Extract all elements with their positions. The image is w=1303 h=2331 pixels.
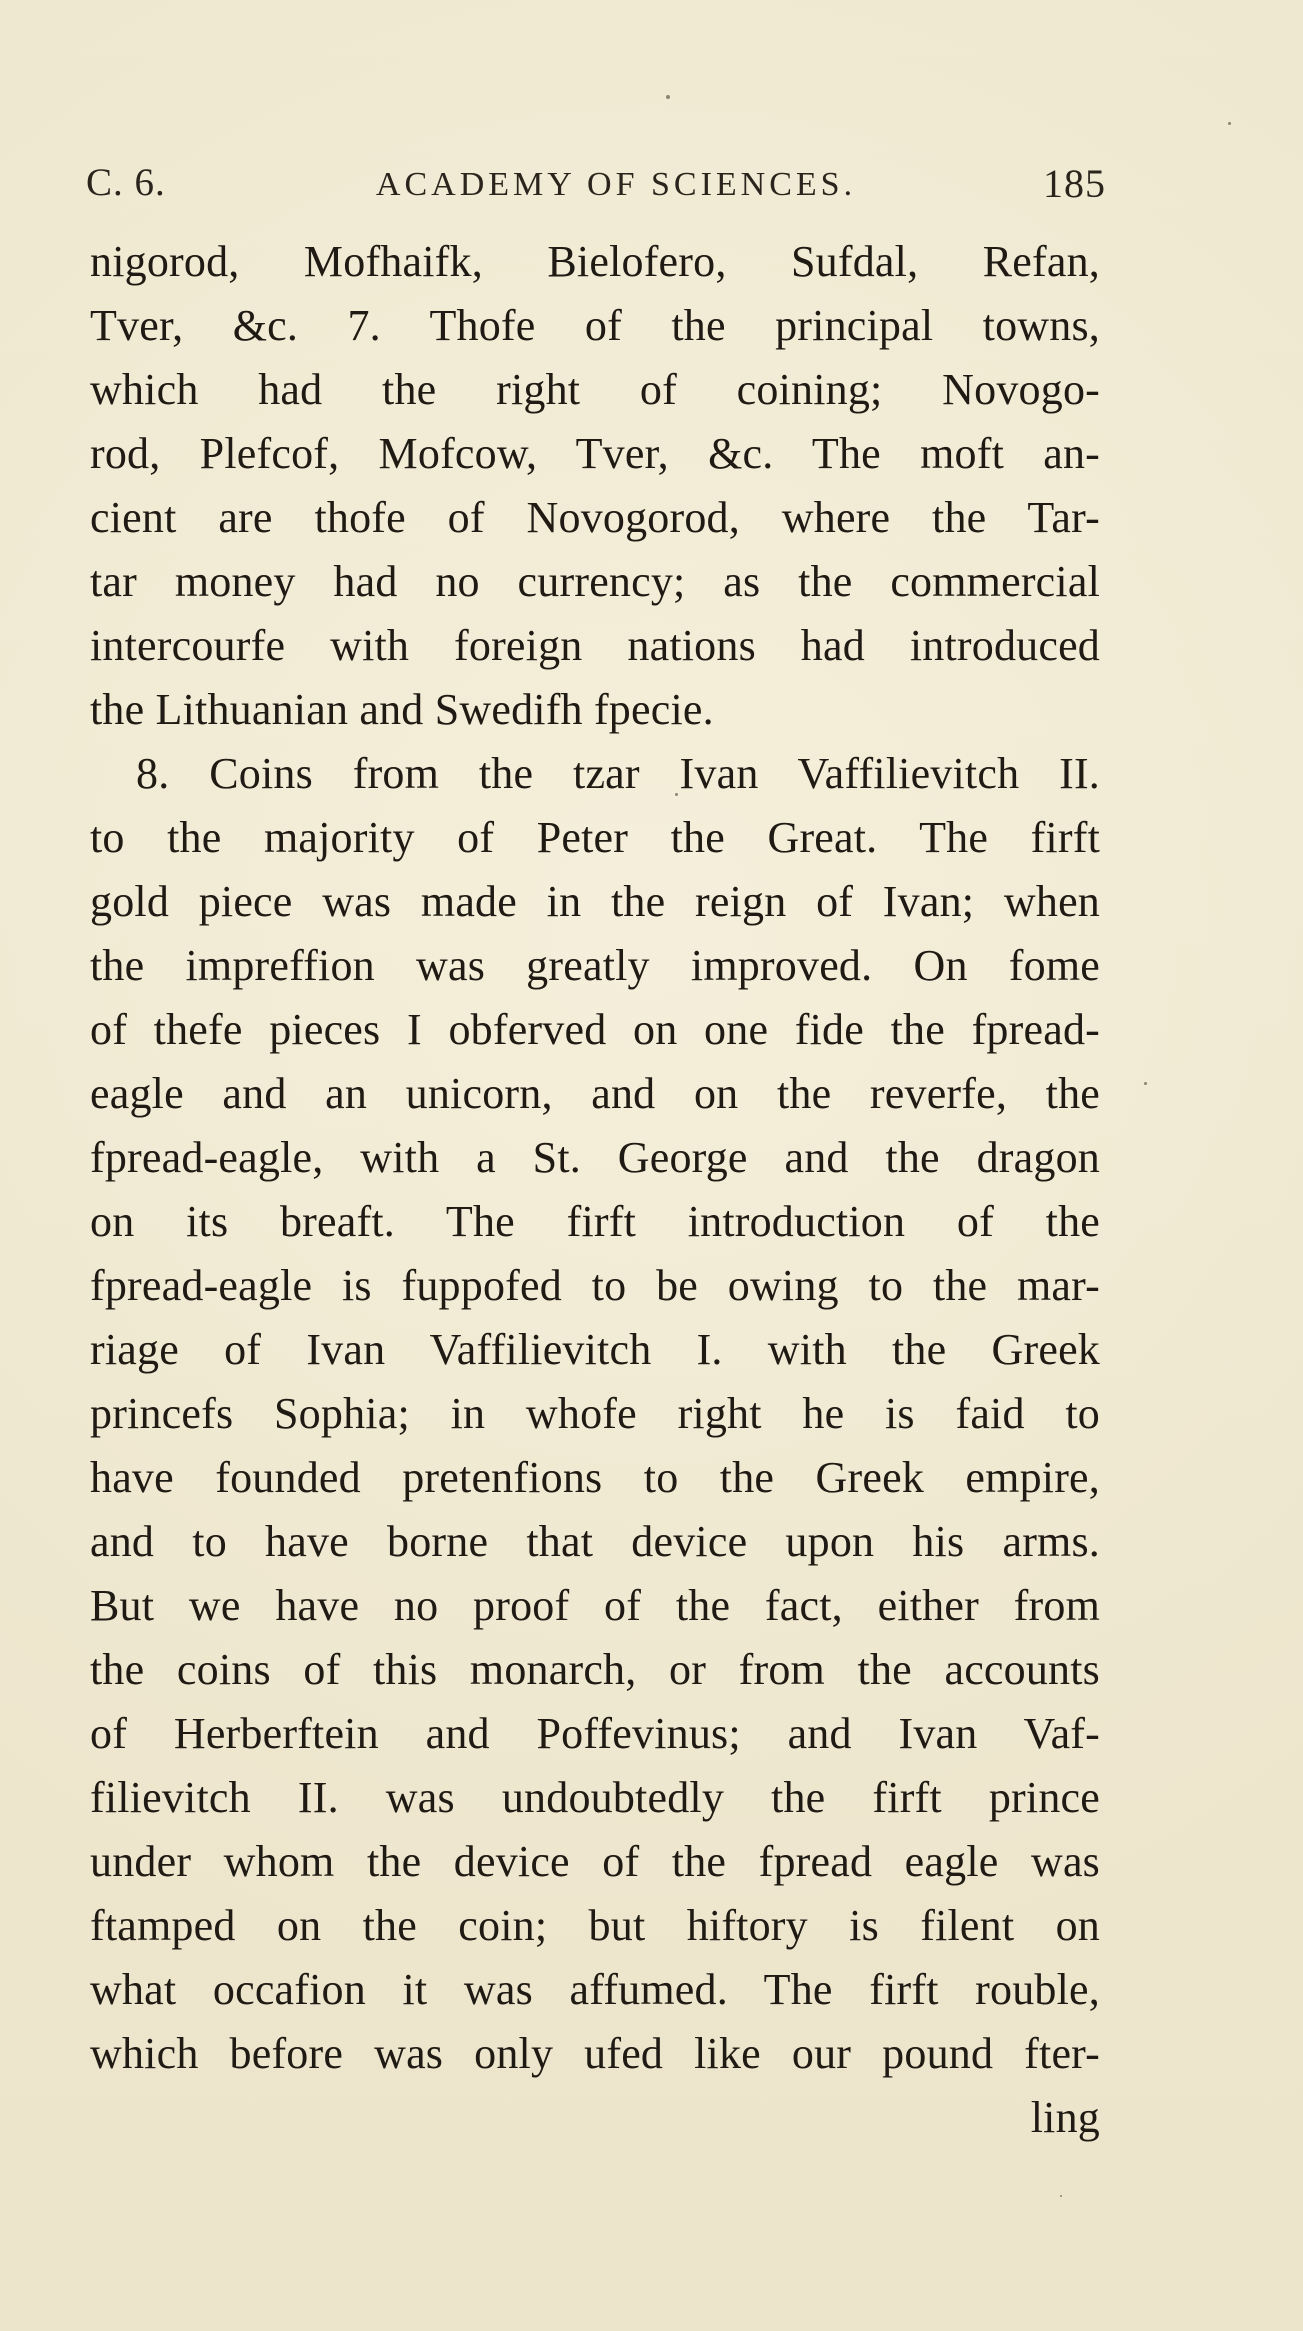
text-line: which had the right of coining; Novogo-	[90, 365, 1100, 414]
text-line: fpread-eagle is fuppofed to be owing to the mar-	[90, 1261, 1100, 1310]
text-line: riage of Ivan Vaffilievitch I. with the Greek	[90, 1325, 1100, 1374]
text-line: ftamped on the coin; but hiftory is filent on	[90, 1901, 1100, 1950]
text-line: cient are thofe of Novogorod, where the Tar-	[90, 493, 1100, 542]
text-line: But we have no proof of the fact, either from	[90, 1581, 1100, 1630]
page-header	[86, 160, 1106, 216]
text-line: fpread-eagle, with a St. George and the dragon	[90, 1133, 1100, 1182]
text-line: eagle and an unicorn, and on the reverfe, the	[90, 1069, 1100, 1118]
text-line: the impreffion was greatly improved. On fome	[90, 941, 1100, 990]
paper-speck	[1060, 2195, 1062, 2197]
text-line: to the majority of Peter the Great. The firft	[90, 813, 1100, 862]
text-line: of thefe pieces I obferved on one fide the fpread-	[90, 1005, 1100, 1054]
page-text	[90, 230, 1100, 2150]
running-title: ACADEMY OF SCIENCES.	[375, 166, 857, 203]
text-line: of Herberftein and Poffevinus; and Ivan Vaf-	[90, 1709, 1100, 1758]
text-line: what occafion it was affumed. The firft rouble,	[90, 1965, 1100, 2014]
text-line: tar money had no currency; as the commercial	[90, 557, 1100, 606]
text-line: nigorod, Mofhaifk, Bielofero, Sufdal, Refan,	[90, 237, 1100, 286]
text-line: intercourfe with foreign nations had introduced	[90, 621, 1100, 670]
text-line: the Lithuanian and Swedifh fpecie.	[90, 685, 714, 734]
catchword: ling	[1030, 2093, 1100, 2142]
text-line: which before was only ufed like our pound fter-	[90, 2029, 1100, 2078]
text-line: the coins of this monarch, or from the accounts	[90, 1645, 1100, 1694]
paper-speck	[666, 95, 670, 99]
text-line: Tver, &c. 7. Thofe of the principal towns,	[90, 301, 1100, 350]
text-line: rod, Plefcof, Mofcow, Tver, &c. The moft an-	[90, 429, 1100, 478]
paper-speck	[1144, 1082, 1147, 1085]
paper-speck	[1228, 122, 1231, 125]
text-line: under whom the device of the fpread eagle was	[90, 1837, 1100, 1886]
text-line: filievitch II. was undoubtedly the firft prince	[90, 1773, 1100, 1822]
text-line: gold piece was made in the reign of Ivan; when	[90, 877, 1100, 926]
text-line: princefs Sophia; in whofe right he is faid to	[90, 1389, 1100, 1438]
text-line: on its breaft. The firft introduction of the	[90, 1197, 1100, 1246]
text-line: have founded pretenfions to the Greek empire,	[90, 1453, 1100, 1502]
text-line: 8. Coins from the tzar Ivan Vaffilievitch II.	[136, 749, 1100, 798]
text-line: and to have borne that device upon his arms.	[90, 1517, 1100, 1566]
chapter-marker: C. 6.	[86, 161, 166, 204]
page-number: 185	[1043, 161, 1106, 206]
